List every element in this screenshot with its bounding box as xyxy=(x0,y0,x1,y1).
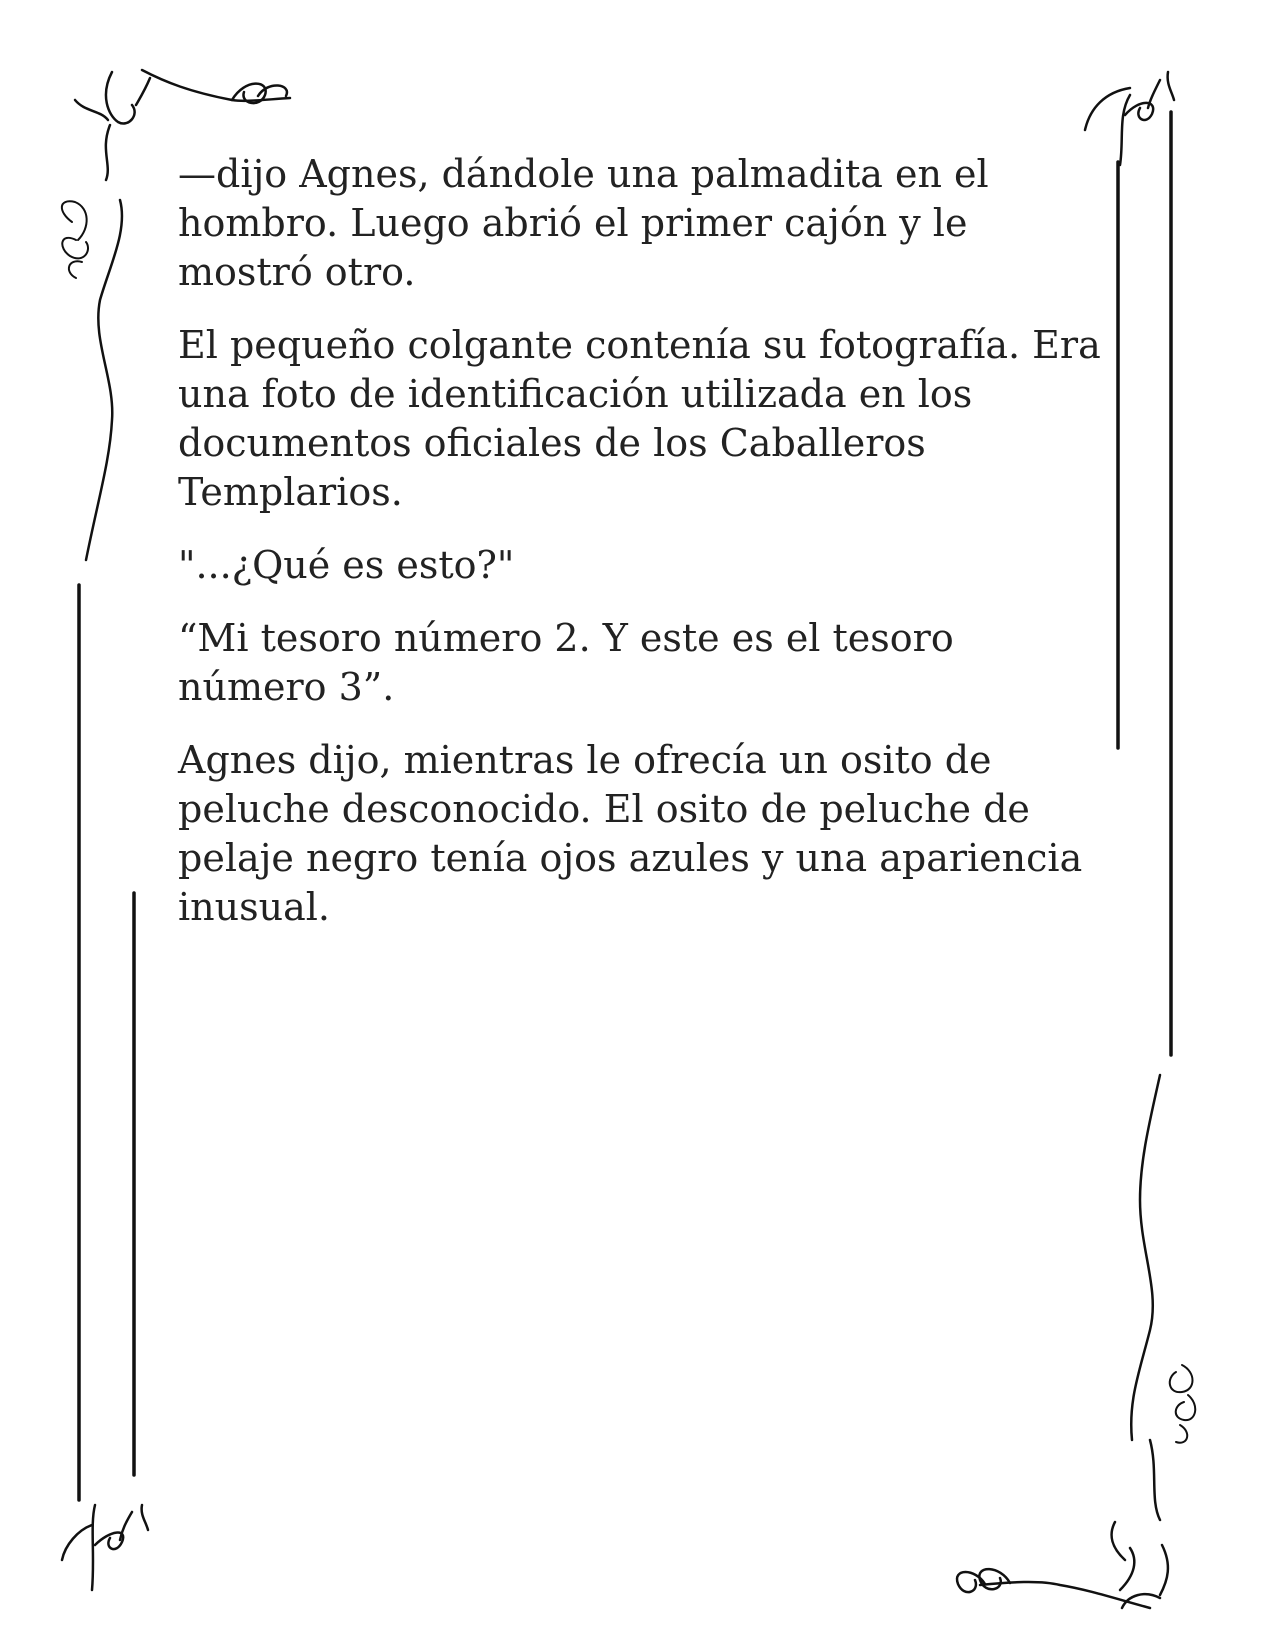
paragraph-1: —dijo Agnes, dándole una palmadita en el hombro. Luego abrió el primer cajón y le mostró otro. xyxy=(178,152,989,294)
bottom-left-flourish-icon xyxy=(62,1505,148,1590)
paragraph-3: "...¿Qué es esto?" xyxy=(178,543,515,587)
top-left-scroll-icon xyxy=(62,201,88,278)
paragraph-2: El pequeño colgante contenía su fotografía. Era una foto de identificación utilizada en los documentos oficiales de los Caballeros Templarios. xyxy=(178,323,1101,514)
bottom-right-scroll-icon xyxy=(1170,1365,1195,1443)
paragraph-4: “Mi tesoro número 2. Y este es el tesoro número 3”. xyxy=(178,616,954,709)
page-text xyxy=(178,150,1108,956)
paragraph-5: Agnes dijo, mientras le ofrecía un osito de peluche desconocido. El osito de peluche de pelaje negro tenía ojos azules y una apariencia inusual. xyxy=(178,738,1083,929)
bottom-right-flourish-icon xyxy=(957,1075,1168,1608)
